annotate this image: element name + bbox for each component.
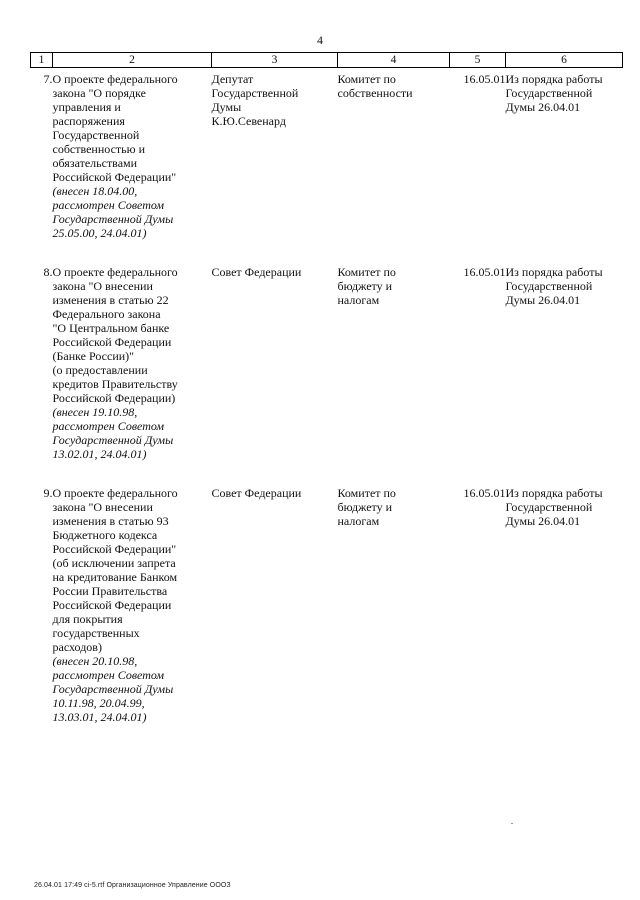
title-line: управления и [52,100,121,114]
status-line: (внесен 20.10.98, [52,654,138,668]
title-line: изменения в статью 93 [52,514,169,528]
header-row [31,53,623,68]
document-footer: 26.04.01 17:49 ci-5.rtf Организационное Управление ОООЗ [34,882,231,889]
status-line: 25.05.00, 24.04.01) [52,226,147,240]
initiator-line: Совет Федерации [211,265,302,279]
title-line: закона "О порядке [52,86,147,100]
table-row [31,482,623,745]
committee-line: налогам [337,293,380,307]
title-line: обязательствами [52,156,138,170]
bill-title [53,68,212,262]
title-line: (Банке России)" [52,349,135,363]
note-line: Думы 26.04.01 [505,514,581,528]
title-line: кредитов Правительству [52,377,178,391]
status-line: 13.02.01, 24.04.01) [52,447,147,461]
committee [338,482,450,745]
status-line: рассмотрен Советом [52,198,165,212]
note-line: Государственной [505,500,593,514]
agenda-table [30,52,623,745]
title-line: закона "О внесении [52,500,153,514]
date: 16.05.01 [463,486,506,500]
status-line: рассмотрен Советом [52,668,165,682]
page-number: 4 [317,33,323,47]
status-line: 10.11.98, 20.04.99, [52,696,145,710]
committee-line: собственности [337,86,413,100]
title-line: "О Центральном банке [52,321,170,335]
initiator [212,482,338,745]
note [506,482,623,745]
title-line: собственностью и [52,142,145,156]
title-line: Российской Федерации" [52,542,177,556]
committee-line: Комитет по [337,265,396,279]
committee-line: Комитет по [337,72,396,86]
table-row [31,261,623,482]
title-line: распоряжения [52,114,125,128]
item-number: 7. [43,72,53,86]
item-number: 8. [43,265,53,279]
status-line: Государственной Думы [52,212,174,226]
header-col-5: 5 [450,53,506,68]
title-line: Федерального закона [52,307,161,321]
item-number: 9. [43,486,53,500]
initiator [212,68,338,262]
title-line: Российской Федерации [52,335,172,349]
title-line: Бюджетного кодекса [52,528,158,542]
status-line: Государственной Думы [52,433,174,447]
note-line: Из порядка работы [505,486,603,500]
note-line: Государственной [505,86,593,100]
note [506,68,623,262]
date: 16.05.01 [463,72,506,86]
title-line: Российской Федерации" [52,170,177,184]
title-line: О проекте федерального [52,265,178,279]
table-row [31,68,623,262]
committee-line: налогам [337,514,380,528]
date: 16.05.01 [463,265,506,279]
committee-line: бюджету и [337,500,393,514]
note-line: Из порядка работы [505,72,603,86]
bill-title [53,482,212,745]
status-line: (внесен 19.10.98, [52,405,138,419]
header-col-3: 3 [212,53,338,68]
initiator-line: К.Ю.Севенард [211,114,286,128]
note-line: Из порядка работы [505,265,603,279]
note-line: Думы 26.04.01 [505,293,581,307]
header-col-2: 2 [53,53,212,68]
title-line: (о предоставлении [52,363,148,377]
title-line: изменения в статью 22 [52,293,169,307]
initiator [212,261,338,482]
committee-line: бюджету и [337,279,393,293]
status-line: Государственной Думы [52,682,174,696]
header-col-4: 4 [338,53,450,68]
title-line: (об исключении запрета [52,556,176,570]
title-line: Российской Федерации [52,598,172,612]
committee-line: Комитет по [337,486,396,500]
title-line: О проекте федерального [52,486,178,500]
note [506,261,623,482]
status-line: рассмотрен Советом [52,419,165,433]
title-line: для покрытия [52,612,123,626]
note-line: Государственной [505,279,593,293]
title-line: закона "О внесении [52,279,153,293]
status-line: 13.03.01, 24.04.01) [52,710,147,724]
header-col-1: 1 [31,53,53,68]
title-line: государственных [52,626,140,640]
title-line: расходов) [52,640,102,654]
initiator-line: Депутат [211,72,254,86]
title-line: Российской Федерации) [52,391,176,405]
committee [338,261,450,482]
initiator-line: Думы [211,100,242,114]
note-line: Думы 26.04.01 [505,100,581,114]
header-col-6: 6 [506,53,623,68]
bill-title [53,261,212,482]
title-line: на кредитование Банком [52,570,178,584]
status-line: (внесен 18.04.00, [52,184,138,198]
title-line: О проекте федерального [52,72,178,86]
title-line: Государственной [52,128,140,142]
committee [338,68,450,262]
scan-speck [511,823,513,824]
initiator-line: Совет Федерации [211,486,302,500]
title-line: России Правительства [52,584,168,598]
initiator-line: Государственной [211,86,299,100]
